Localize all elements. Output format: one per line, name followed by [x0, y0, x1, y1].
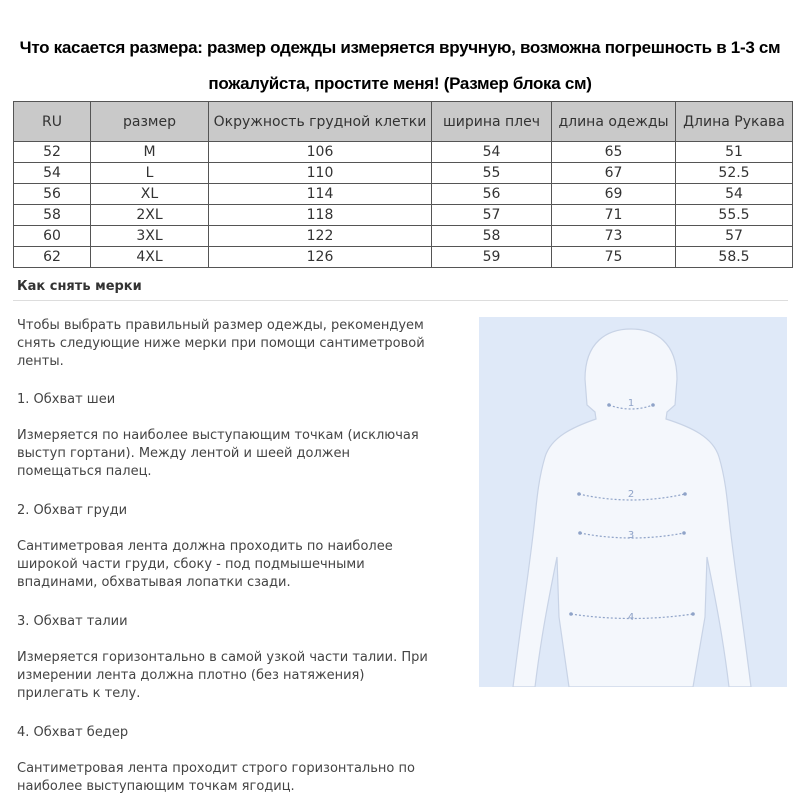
cell-length: 69 [552, 184, 676, 205]
neck-tape-end [607, 403, 611, 407]
hips-text: Сантиметровая лента проходит строго горизонтально по наиболее выступающим точкам ягодиц. [17, 761, 415, 794]
table-row [14, 247, 793, 268]
cell-length: 75 [552, 247, 676, 268]
cell-chest: 114 [209, 184, 432, 205]
cell-sleeve: 57 [676, 226, 793, 247]
body-silhouette-illustration [479, 317, 787, 687]
cell-chest: 106 [209, 142, 432, 163]
chest-tape-end [683, 492, 687, 496]
cell-sleeve: 51 [676, 142, 793, 163]
measure-label-4: 4 [627, 612, 635, 623]
measure-label-2: 2 [627, 489, 635, 500]
cell-chest: 126 [209, 247, 432, 268]
cell-ru: 54 [14, 163, 91, 184]
cell-sleeve: 54 [676, 184, 793, 205]
cell-ru: 62 [14, 247, 91, 268]
cell-shoulder: 59 [432, 247, 552, 268]
chest-text: Сантиметровая лента должна проходить по наиболее широкой части груди, сбоку - под подмышечными впадинами, обхватывая лопатки сзади. [17, 539, 393, 590]
cell-chest: 110 [209, 163, 432, 184]
table-row [14, 142, 793, 163]
waist-heading: 3. Обхват талии [17, 614, 128, 629]
neck-heading: 1. Обхват шеи [17, 392, 116, 407]
cell-chest: 122 [209, 226, 432, 247]
neck-tape-end [651, 403, 655, 407]
measure-label-3: 3 [627, 530, 635, 541]
chest-heading: 2. Обхват груди [17, 503, 128, 518]
size-table [13, 101, 793, 268]
table-header-row [14, 102, 793, 142]
waist-tape-end [682, 531, 686, 535]
cell-ru: 60 [14, 226, 91, 247]
torso-silhouette [513, 329, 751, 687]
waist-text: Измеряется горизонтально в самой узкой части талии. При измерении лента должна плотно (без натяжения) прилегать к телу. [17, 650, 428, 701]
cell-shoulder: 55 [432, 163, 552, 184]
cell-shoulder: 56 [432, 184, 552, 205]
column-header-length: длина одежды [552, 102, 676, 142]
cell-size: 4XL [91, 247, 209, 268]
cell-ru: 52 [14, 142, 91, 163]
cell-length: 73 [552, 226, 676, 247]
cell-size: XL [91, 184, 209, 205]
cell-length: 71 [552, 205, 676, 226]
column-header-size: размер [91, 102, 209, 142]
hip-tape-end [569, 612, 573, 616]
column-header-sleeve: Длина Рукава [676, 102, 793, 142]
cell-size: L [91, 163, 209, 184]
body-measurement-figure [479, 317, 787, 687]
cell-ru: 56 [14, 184, 91, 205]
measure-label-1: 1 [627, 398, 635, 409]
size-note-line-1: Что касается размера: размер одежды измеряется вручную, возможна погрешность в 1-3 см [19, 38, 781, 57]
cell-length: 65 [552, 142, 676, 163]
cell-shoulder: 54 [432, 142, 552, 163]
column-header-shoulder: ширина плеч [432, 102, 552, 142]
table-row [14, 205, 793, 226]
hip-tape-end [691, 612, 695, 616]
table-row [14, 184, 793, 205]
size-note-line-2: пожалуйста, простите меня! (Размер блока см) [208, 74, 592, 93]
table-row [14, 163, 793, 184]
cell-shoulder: 58 [432, 226, 552, 247]
cell-shoulder: 57 [432, 205, 552, 226]
cell-sleeve: 58.5 [676, 247, 793, 268]
column-header-ru: RU [14, 102, 91, 142]
cell-sleeve: 52.5 [676, 163, 793, 184]
cell-size: M [91, 142, 209, 163]
guide-title: Как снять мерки [17, 279, 142, 294]
cell-chest: 118 [209, 205, 432, 226]
chest-tape-end [577, 492, 581, 496]
cell-ru: 58 [14, 205, 91, 226]
hips-heading: 4. Обхват бедер [17, 725, 129, 740]
section-divider [13, 300, 788, 301]
table-row [14, 226, 793, 247]
guide-intro: Чтобы выбрать правильный размер одежды, рекомендуем снять следующие ниже мерки при помощи сантиметровой ленты. [17, 318, 425, 369]
waist-tape-end [578, 531, 582, 535]
cell-size: 3XL [91, 226, 209, 247]
cell-sleeve: 55.5 [676, 205, 793, 226]
cell-length: 67 [552, 163, 676, 184]
neck-text: Измеряется по наиболее выступающим точкам (исключая выступ гортани). Между лентой и шеей должен помещаться палец. [17, 428, 419, 479]
column-header-chest: Окружность грудной клетки [209, 102, 432, 142]
cell-size: 2XL [91, 205, 209, 226]
